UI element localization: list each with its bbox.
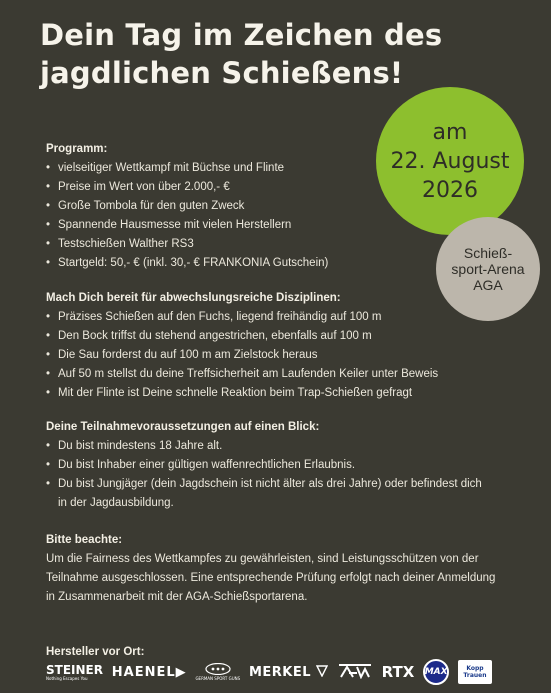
merkel-logo-text: MERKEL [248, 664, 312, 680]
hinweis-title: Bitte beachte: [46, 534, 123, 546]
list-item: • Den Bock triffst du stehend angestrichen, ebenfalls auf 100 m [46, 327, 438, 346]
list-item: • Große Tombola für den guten Zweck [46, 197, 328, 216]
kettner-line-1: Kopp [466, 665, 484, 672]
date-badge-line-3: 2026 [422, 177, 478, 203]
haenel-logo [112, 665, 187, 680]
voraussetzungen-list [46, 437, 488, 513]
headline-line-1: Dein Tag im Zeichen des [40, 18, 443, 52]
venue-badge [436, 217, 540, 321]
steiner-logo-tagline: Nothing Escapes You [46, 675, 88, 681]
eaw-mark-icon [337, 661, 373, 679]
list-item: • Präzises Schießen auf den Fuchs, liegend freihändig auf 100 m [46, 308, 438, 327]
programm-title: Programm: [46, 143, 108, 155]
haenel-logo-text: HAENEL [111, 664, 176, 680]
headline-line-2: jagdlichen Schießens! [40, 56, 404, 90]
gsg-emblem-icon [205, 663, 231, 675]
rtx-logo: RTX [381, 663, 415, 681]
list-item: • Die Sau forderst du auf 100 m am Zielstock heraus [46, 346, 438, 365]
disziplinen-section [46, 289, 438, 403]
list-item: • Du bist mindestens 18 Jahre alt. [46, 437, 488, 456]
hersteller-title: Hersteller vor Ort: [46, 646, 145, 658]
disziplinen-title: Mach Dich bereit für abwechslungsreiche Disziplinen: [46, 292, 341, 304]
max-logo: MAX [423, 659, 449, 685]
manufacturer-logos [46, 660, 492, 684]
venue-badge-line-2: sport-Arena [451, 261, 525, 277]
list-item: • Mit der Flinte ist Deine schnelle Reaktion beim Trap-Schießen gefragt [46, 384, 438, 403]
steiner-logo [46, 664, 103, 681]
hinweis-text: Um die Fairness des Wettkampfes zu gewährleisten, sind Leistungsschützen von der Teilnahme ausgeschlossen. Eine entsprechende Prüfung erfolgt nach deiner Anmeldung in Zusammenarbeit mit der AGA-Schießsportarena. [46, 553, 496, 603]
arrow-icon: ▶ [175, 664, 187, 680]
gsg-logo-text: GERMAN SPORT GUNS [195, 676, 241, 681]
hinweis-section [46, 531, 496, 607]
list-item: • Auf 50 m stellst du deine Treffsicherheit am Laufenden Keiler unter Beweis [46, 365, 438, 384]
venue-badge-line-3: AGA [473, 277, 503, 293]
list-item: • vielseitiger Wettkampf mit Büchse und Flinte [46, 159, 328, 178]
date-badge-line-1: am [432, 119, 468, 145]
voraussetzungen-section [46, 418, 488, 513]
steiner-logo-text: STEINER [46, 662, 103, 677]
programm-list [46, 159, 328, 273]
venue-badge-line-1: Schieß- [463, 245, 513, 261]
eaw-logo [337, 661, 373, 683]
list-item: • Preise im Wert von über 2.000,- € [46, 178, 328, 197]
kettner-line-2: Trauen [463, 672, 487, 679]
voraussetzungen-title: Deine Teilnahmevoraussetzungen auf einen Blick: [46, 421, 320, 433]
date-badge-line-2: 22. August [390, 148, 510, 174]
disziplinen-list [46, 308, 438, 403]
list-item: • Spannende Hausmesse mit vielen Herstellern [46, 216, 328, 235]
date-badge [376, 87, 524, 235]
list-item: • Startgeld: 50,- € (inkl. 30,- € FRANKONIA Gutschein) [46, 254, 328, 273]
kettner-logo [458, 660, 492, 684]
german-sport-guns-logo [195, 663, 240, 681]
programm-section [46, 140, 328, 273]
headline [40, 16, 480, 92]
list-item: • Du bist Jungjäger (dein Jagdschein ist nicht älter als drei Jahre) oder befindest dich in der Jagdausbildung. [46, 475, 488, 513]
list-item: • Du bist Inhaber einer gültigen waffenrechtlichen Erlaubnis. [46, 456, 488, 475]
list-item: • Testschießen Walther RS3 [46, 235, 328, 254]
merkel-logo [249, 665, 328, 680]
merkel-shield-icon [316, 665, 328, 677]
